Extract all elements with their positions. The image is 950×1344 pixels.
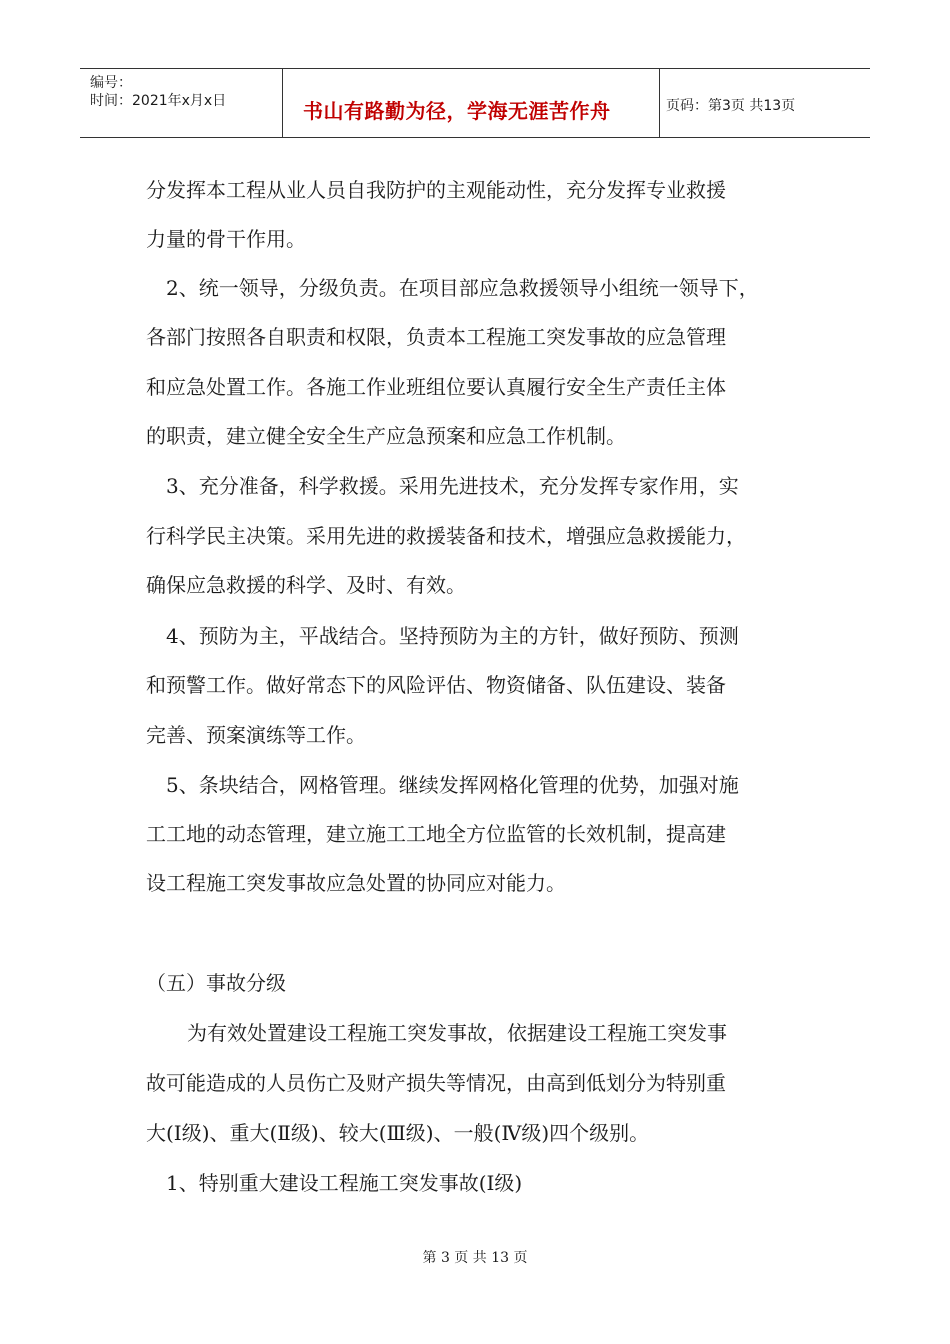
- body-line: 力量的骨干作用。: [146, 227, 306, 251]
- body-line: 5、条块结合，网格管理。继续发挥网格化管理的优势，加强对施: [166, 773, 739, 797]
- page-footer: 第 3 页 共 13 页: [422, 1250, 528, 1266]
- body-line: 各部门按照各自职责和权限，负责本工程施工突发事故的应急管理: [146, 325, 726, 349]
- body-line: 2、统一领导，分级负责。在项目部应急救援领导小组统一领导下，: [166, 276, 759, 300]
- header-motto: 书山有路勤为径，学海无涯苦作舟: [303, 99, 611, 123]
- body-line: 和应急处置工作。各施工作业班组位要认真履行安全生产责任主体: [146, 375, 726, 399]
- body-line: 故可能造成的人员伤亡及财产损失等情况，由高到低划分为特别重: [146, 1071, 726, 1095]
- page-header: [80, 68, 870, 138]
- body-line: 为有效处置建设工程施工突发事故，依据建设工程施工突发事: [187, 1021, 727, 1045]
- body-line: 工工地的动态管理，建立施工工地全方位监管的长效机制，提高建: [146, 822, 726, 846]
- body-line: 确保应急救援的科学、及时、有效。: [146, 573, 466, 597]
- header-meta-cell: [80, 69, 283, 137]
- body-line: 行科学民主决策。采用先进的救援装备和技术，增强应急救援能力，: [146, 524, 746, 548]
- body-line: 完善、预案演练等工作。: [146, 723, 366, 747]
- section-heading: （五）事故分级: [146, 971, 286, 995]
- body-line: 3、充分准备，科学救援。采用先进技术，充分发挥专家作用，实: [166, 474, 739, 498]
- body-line: 1、特别重大建设工程施工突发事故(Ⅰ级): [166, 1171, 523, 1195]
- body-line: 设工程施工突发事故应急处置的协同应对能力。: [146, 871, 566, 895]
- body-line: 和预警工作。做好常态下的风险评估、物资储备、队伍建设、装备: [146, 673, 726, 697]
- body-line: 4、预防为主，平战结合。坚持预防为主的方针，做好预防、预测: [166, 624, 739, 648]
- body-line: 的职责，建立健全安全生产应急预案和应急工作机制。: [146, 424, 626, 448]
- body-line: 分发挥本工程从业人员自我防护的主观能动性，充分发挥专业救援: [146, 178, 726, 202]
- body-line: 大(Ⅰ级)、重大(Ⅱ级)、较大(Ⅲ级)、一般(Ⅳ级)四个级别。: [146, 1121, 650, 1145]
- document-number-label: 编号：: [90, 75, 132, 91]
- document-date: 时间：2021年x月x日: [90, 93, 227, 109]
- header-page-info: 页码：第3页 共13页: [666, 98, 796, 114]
- header-motto-cell: [283, 69, 660, 137]
